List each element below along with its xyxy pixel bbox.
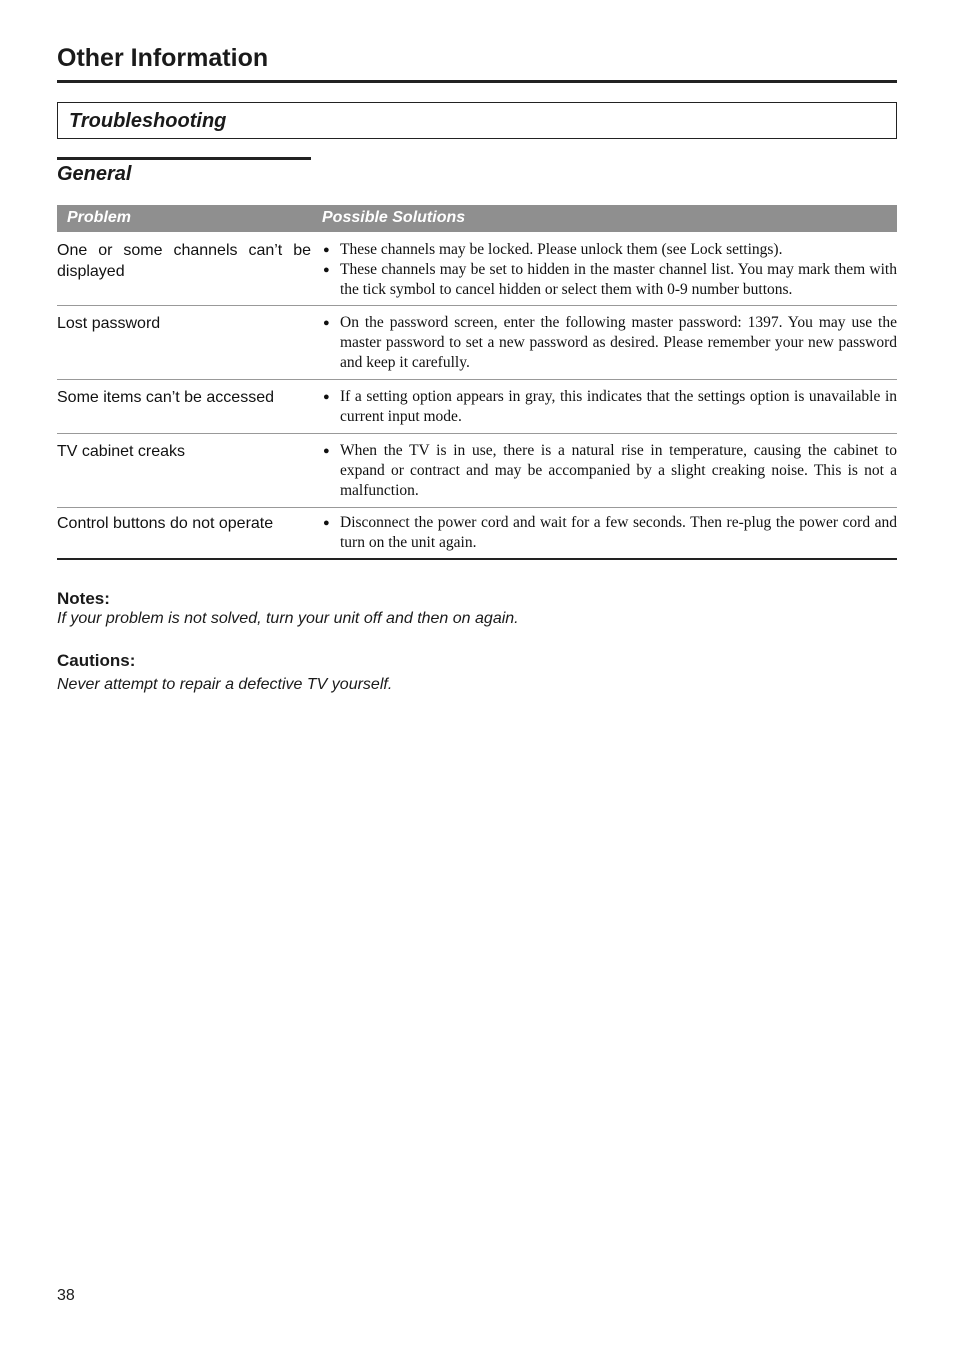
subsection-divider bbox=[57, 157, 311, 160]
solutions-cell bbox=[321, 513, 897, 553]
solution-item bbox=[321, 240, 897, 260]
subsection-title: General bbox=[57, 163, 132, 185]
page-number: 38 bbox=[57, 1287, 75, 1304]
solutions-cell bbox=[321, 313, 897, 373]
bullet-icon: ● bbox=[323, 445, 330, 457]
bullet-icon: ● bbox=[323, 391, 330, 403]
bullet-icon: ● bbox=[323, 244, 330, 256]
solution-text: These channels may be locked. Please unlock them (see Lock settings). bbox=[340, 241, 783, 258]
problem-text: TV cabinet creaks bbox=[57, 443, 186, 460]
cautions-heading: Cautions: bbox=[57, 651, 136, 670]
bullet-icon: ● bbox=[323, 517, 330, 529]
page-title: Other Information bbox=[57, 44, 269, 72]
table-row bbox=[57, 508, 897, 560]
solution-text: If a setting option appears in gray, this indicates that the settings option is unavailable in current input mode. bbox=[340, 388, 897, 425]
table-row bbox=[57, 232, 897, 306]
bullet-icon: ● bbox=[323, 264, 330, 276]
cautions-text: Never attempt to repair a defective TV yourself. bbox=[57, 676, 393, 693]
solutions-cell bbox=[321, 240, 897, 300]
table-header bbox=[57, 205, 897, 232]
table-row bbox=[57, 306, 897, 380]
problem-text: One or some channels can’t be displayed bbox=[57, 242, 311, 280]
solutions-cell bbox=[321, 387, 897, 427]
header-problem: Problem bbox=[67, 209, 132, 226]
solution-text: These channels may be set to hidden in the master channel list. You may mark them with the tick symbol to cancel hidden or select them with 0-9 number buttons. bbox=[340, 261, 897, 298]
header-solutions: Possible Solutions bbox=[322, 209, 466, 226]
title-divider bbox=[57, 80, 897, 83]
section-header-box bbox=[57, 102, 897, 139]
solution-text: When the TV is in use, there is a natural rise in temperature, causing the cabinet to expand or contract and may be accompanied by a slight creaking noise. This is not a malfunction. bbox=[340, 442, 897, 499]
problem-text: Lost password bbox=[57, 315, 161, 332]
bullet-icon: ● bbox=[323, 317, 330, 329]
notes-text: If your problem is not solved, turn your unit off and then on again. bbox=[57, 610, 519, 627]
solutions-cell bbox=[321, 441, 897, 501]
problem-text: Control buttons do not operate bbox=[57, 515, 274, 532]
troubleshooting-table bbox=[57, 205, 897, 560]
solution-item bbox=[321, 441, 897, 501]
solution-item bbox=[321, 513, 897, 553]
notes-heading: Notes: bbox=[57, 589, 110, 608]
solution-item bbox=[321, 313, 897, 373]
solution-item bbox=[321, 260, 897, 300]
table-row bbox=[57, 434, 897, 508]
section-title: Troubleshooting bbox=[69, 110, 227, 132]
solution-item bbox=[321, 387, 897, 427]
problem-text: Some items can’t be accessed bbox=[57, 389, 274, 406]
table-row bbox=[57, 380, 897, 434]
solution-text: On the password screen, enter the following master password: 1397. You may use the master password to set a new password as desired. Please remember your new password and keep it carefully. bbox=[340, 314, 897, 371]
solution-text: Disconnect the power cord and wait for a few seconds. Then re-plug the power cord and turn on the unit again. bbox=[340, 514, 897, 551]
